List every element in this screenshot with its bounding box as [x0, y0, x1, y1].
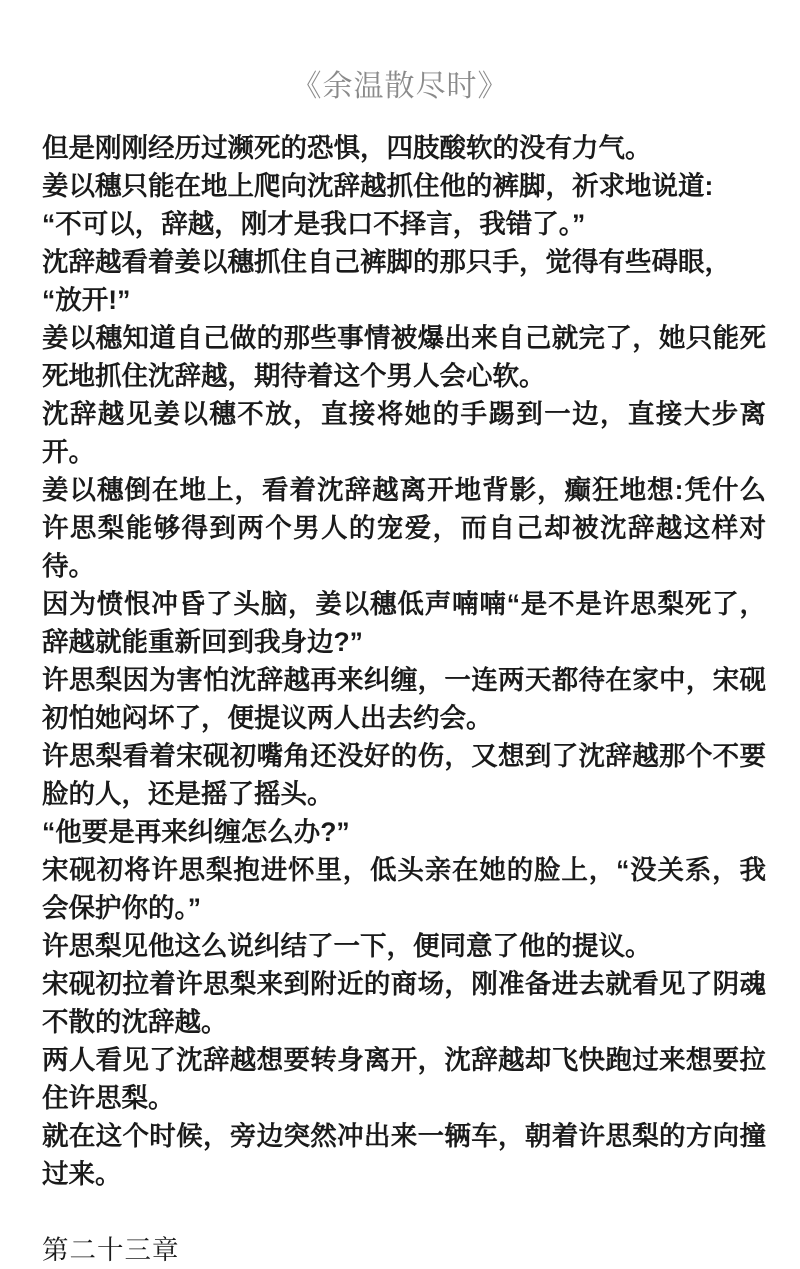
story-paragraph: “不可以，辞越，刚才是我口不择言，我错了。”	[42, 209, 586, 240]
story-paragraph: “放开!”	[42, 285, 131, 316]
story-paragraph: 姜以穗知道自己做的那些事情被爆出来自己就完了，她只能死死地抓住沈辞越，期待着这个男人会心软。	[42, 323, 766, 392]
chapter-marker: 第二十三章	[42, 1235, 180, 1266]
story-paragraph: 因为愤恨冲昏了头脑，姜以穗低声喃喃“是不是许思梨死了，辞越就能重新回到我身边?”	[42, 589, 766, 658]
story-paragraph: 许思梨因为害怕沈辞越再来纠缠，一连两天都待在家中，宋砚初怕她闷坏了，便提议两人出去约会。	[42, 665, 766, 734]
story-paragraph: “他要是再来纠缠怎么办?”	[42, 817, 350, 848]
story-body	[0, 129, 800, 1193]
chapter-spacer	[0, 1193, 800, 1231]
story-paragraph: 宋砚初将许思梨抱进怀里，低头亲在她的脸上，“没关系，我会保护你的。”	[42, 855, 766, 924]
story-paragraph: 姜以穗只能在地上爬向沈辞越抓住他的裤脚，祈求地说道:	[42, 171, 714, 202]
story-paragraph: 沈辞越看着姜以穗抓住自己裤脚的那只手，觉得有些碍眼，	[42, 247, 731, 278]
story-paragraph: 就在这个时候，旁边突然冲出来一辆车，朝着许思梨的方向撞过来。	[42, 1121, 766, 1190]
novel-page	[0, 20, 800, 1266]
story-paragraph: 但是刚刚经历过濒死的恐惧，四肢酸软的没有力气。	[42, 133, 652, 164]
story-paragraph: 姜以穗倒在地上，看着沈辞越离开地背影，癫狂地想:凭什么许思梨能够得到两个男人的宠爱，而自己却被沈辞越这样对待。	[42, 475, 766, 582]
story-paragraph: 宋砚初拉着许思梨来到附近的商场，刚准备进去就看见了阴魂不散的沈辞越。	[42, 969, 766, 1038]
story-paragraph: 许思梨见他这么说纠结了一下，便同意了他的提议。	[42, 931, 652, 962]
page-title: 《余温散尽时》	[291, 70, 509, 104]
story-paragraph: 许思梨看着宋砚初嘴角还没好的伤，又想到了沈辞越那个不要脸的人，还是摇了摇头。	[42, 741, 766, 810]
story-paragraph: 沈辞越见姜以穗不放，直接将她的手踢到一边，直接大步离开。	[42, 399, 766, 468]
story-paragraph: 两人看见了沈辞越想要转身离开，沈辞越却飞快跑过来想要拉住许思梨。	[42, 1045, 766, 1114]
